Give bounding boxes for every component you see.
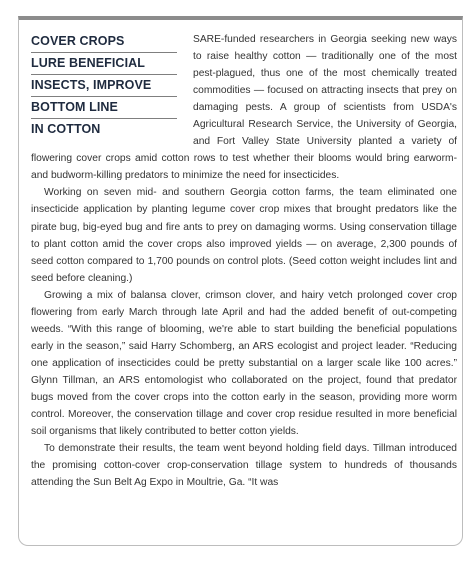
article-card xyxy=(18,16,463,546)
headline-line-4: BOTTOM LINE xyxy=(31,97,177,119)
paragraph-2: Working on seven mid- and southern Georgia cotton farms, the team eliminated one insecticide application by planting legume cover crop mixes that brought predators like the pirate bug, big-eyed bug and fire ants to prey on damaging worms. Using conservation tillage to plant cotton amid the cover crops also improved yields — on average, 2,300 pounds of seed cotton compared to 1,700 pounds on control plots. (Seed cotton weight includes lint and seed before cleaning.) xyxy=(31,187,457,284)
article-content xyxy=(31,31,457,491)
paragraph-4: To demonstrate their results, the team went beyond holding field days. Tillman introduced the promising cotton-cover crop-conservation tillage system to hundreds of thousands attending the Sun Belt Ag Expo in Moultrie, Ga. “It was xyxy=(31,443,457,489)
paragraph-1: SARE-funded researchers in Georgia seeking new ways to raise healthy cotton — traditionally one of the most pest-plagued, thus one of the most chemically treated commodities — focused on attracting insects that prey on damaging pests. A group of scientists from USDA's Agricultural Research Service, the University of Georgia, and Fort Valley State University planted a variety of flowering cover crops amid cotton rows to test whether their blooms would bring earworm- and budworm-killing predators to minimize the need for insecticides. xyxy=(31,34,457,182)
paragraph-3: Growing a mix of balansa clover, crimson clover, and hairy vetch prolonged cover crop flowering from early March through late April and had the added benefit of out-competing weeds. “With this range of blooming, we're able to start building the beneficial populations early in the season,” said Harry Schomberg, an ARS ecologist and project leader. “Reducing one application of insecticides could be pretty substantial on a larger scale like 100 acres.” Glynn Tillman, an ARS entomologist who collaborated on the project, found that predator bugs moved from the cover crops into the cotton early in the season, providing more worm control. Moreover, the conservation tillage and cover crop residue resulted in more beneficial soil organisms that likely contributed to better cotton yields. xyxy=(31,289,457,438)
headline-line-1: COVER CROPS xyxy=(31,31,177,53)
headline-line-5: IN COTTON xyxy=(31,122,101,136)
headline-line-2: LURE BENEFICIAL xyxy=(31,53,177,75)
headline-line-3: INSECTS, IMPROVE xyxy=(31,75,177,97)
headline-box xyxy=(31,31,177,140)
